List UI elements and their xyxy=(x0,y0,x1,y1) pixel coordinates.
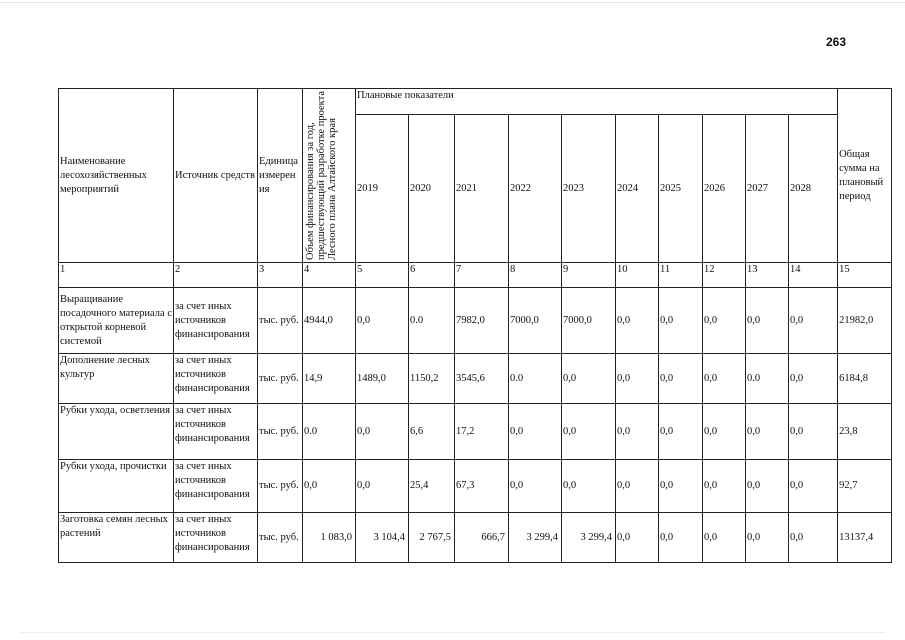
row-year-value: 3545,6 xyxy=(455,354,509,404)
row-year-value: 0,0 xyxy=(789,513,838,563)
row-source: за счет иных источников финансирования xyxy=(174,404,258,460)
row-year-value: 666,7 xyxy=(455,513,509,563)
row-volume: 14,9 xyxy=(303,354,356,404)
row-year-value: 0,0 xyxy=(746,404,789,460)
row-year-value: 0,0 xyxy=(659,288,703,354)
column-number: 15 xyxy=(838,263,892,288)
row-name: Рубки ухода, прочистки xyxy=(59,460,174,513)
column-number: 14 xyxy=(789,263,838,288)
row-year-value: 7000,0 xyxy=(509,288,562,354)
column-number: 5 xyxy=(356,263,409,288)
column-number: 4 xyxy=(303,263,356,288)
column-number: 2 xyxy=(174,263,258,288)
header-volume: Объем финансирования за год, предшествующий разработке проекта Лесного плана Алтайского края xyxy=(305,90,338,260)
row-year-value: 0,0 xyxy=(789,404,838,460)
header-year: 2019 xyxy=(356,115,409,263)
row-total: 13137,4 xyxy=(838,513,892,563)
header-year: 2021 xyxy=(455,115,509,263)
row-year-value: 67,3 xyxy=(455,460,509,513)
row-year-value: 0,0 xyxy=(509,460,562,513)
header-year: 2020 xyxy=(409,115,455,263)
header-planned: Плановые показатели xyxy=(356,89,838,115)
row-year-value: 0,0 xyxy=(562,460,616,513)
row-year-value: 0.0 xyxy=(509,354,562,404)
row-year-value: 0,0 xyxy=(562,354,616,404)
scan-artifact-bottom xyxy=(20,632,885,633)
row-unit: тыс. руб. xyxy=(258,354,303,404)
row-year-value: 0,0 xyxy=(789,288,838,354)
row-year-value: 0,0 xyxy=(659,404,703,460)
row-unit: тыс. руб. xyxy=(258,288,303,354)
row-total: 92,7 xyxy=(838,460,892,513)
column-number: 7 xyxy=(455,263,509,288)
header-volume-cell xyxy=(303,89,356,263)
row-year-value: 0,0 xyxy=(703,460,746,513)
row-year-value: 0,0 xyxy=(616,354,659,404)
row-year-value: 0,0 xyxy=(509,404,562,460)
row-volume: 0,0 xyxy=(303,460,356,513)
row-year-value: 0,0 xyxy=(746,288,789,354)
forestry-plan-table xyxy=(58,88,892,563)
row-year-value: 0,0 xyxy=(703,513,746,563)
row-year-value: 0,0 xyxy=(356,460,409,513)
column-number: 8 xyxy=(509,263,562,288)
header-year: 2027 xyxy=(746,115,789,263)
row-year-value: 17,2 xyxy=(455,404,509,460)
column-number: 3 xyxy=(258,263,303,288)
header-row-1 xyxy=(59,89,892,115)
row-year-value: 0,0 xyxy=(746,513,789,563)
row-total: 6184,8 xyxy=(838,354,892,404)
row-year-value: 0,0 xyxy=(746,460,789,513)
row-volume: 0.0 xyxy=(303,404,356,460)
header-year: 2026 xyxy=(703,115,746,263)
table-row xyxy=(59,513,892,563)
row-year-value: 1489,0 xyxy=(356,354,409,404)
row-year-value: 0.0 xyxy=(746,354,789,404)
column-number: 10 xyxy=(616,263,659,288)
row-unit: тыс. руб. xyxy=(258,513,303,563)
column-number: 13 xyxy=(746,263,789,288)
row-volume: 1 083,0 xyxy=(303,513,356,563)
column-number: 1 xyxy=(59,263,174,288)
header-total: Общая сумма на плановый период xyxy=(838,89,892,263)
row-year-value: 3 299,4 xyxy=(509,513,562,563)
row-year-value: 2 767,5 xyxy=(409,513,455,563)
row-year-value: 3 299,4 xyxy=(562,513,616,563)
header-year: 2023 xyxy=(562,115,616,263)
row-source: за счет иных источников финансирования xyxy=(174,460,258,513)
page-number: 263 xyxy=(826,35,847,49)
row-unit: тыс. руб. xyxy=(258,404,303,460)
row-year-value: 0,0 xyxy=(703,404,746,460)
row-total: 23,8 xyxy=(838,404,892,460)
table-row xyxy=(59,288,892,354)
row-year-value: 0,0 xyxy=(789,354,838,404)
row-year-value: 0,0 xyxy=(616,288,659,354)
table-row xyxy=(59,354,892,404)
row-year-value: 0,0 xyxy=(703,288,746,354)
table-row xyxy=(59,404,892,460)
header-unit: Единица измерен ия xyxy=(258,89,303,263)
row-year-value: 0.0 xyxy=(409,288,455,354)
row-source: за счет иных источников финансирования xyxy=(174,354,258,404)
row-year-value: 6,6 xyxy=(409,404,455,460)
row-year-value: 0,0 xyxy=(616,460,659,513)
row-name: Дополнение лесных культур xyxy=(59,354,174,404)
header-year: 2028 xyxy=(789,115,838,263)
row-year-value: 0,0 xyxy=(356,288,409,354)
row-year-value: 25,4 xyxy=(409,460,455,513)
row-name: Рубки ухода, осветления xyxy=(59,404,174,460)
row-source: за счет иных источников финансирования xyxy=(174,513,258,563)
row-year-value: 0,0 xyxy=(659,460,703,513)
row-name: Заготовка семян лесных растений xyxy=(59,513,174,563)
row-source: за счет иных источников финансирования xyxy=(174,288,258,354)
header-year: 2022 xyxy=(509,115,562,263)
column-number: 12 xyxy=(703,263,746,288)
column-number: 11 xyxy=(659,263,703,288)
row-name: Выращивание посадочного материала с открытой корневой системой xyxy=(59,288,174,354)
row-year-value: 0,0 xyxy=(616,404,659,460)
row-year-value: 1150,2 xyxy=(409,354,455,404)
row-volume: 4944,0 xyxy=(303,288,356,354)
row-total: 21982,0 xyxy=(838,288,892,354)
row-year-value: 0,0 xyxy=(356,404,409,460)
row-year-value: 0,0 xyxy=(659,354,703,404)
header-name: Наименование лесохозяйственных мероприятий xyxy=(59,89,174,263)
row-year-value: 3 104,4 xyxy=(356,513,409,563)
header-year: 2025 xyxy=(659,115,703,263)
scan-artifact-top xyxy=(0,2,905,3)
header-source: Источник средств xyxy=(174,89,258,263)
row-year-value: 0,0 xyxy=(789,460,838,513)
row-unit: тыс. руб. xyxy=(258,460,303,513)
column-number: 9 xyxy=(562,263,616,288)
column-number-row xyxy=(59,263,892,288)
row-year-value: 0,0 xyxy=(659,513,703,563)
row-year-value: 7000,0 xyxy=(562,288,616,354)
column-number: 6 xyxy=(409,263,455,288)
row-year-value: 0,0 xyxy=(616,513,659,563)
row-year-value: 7982,0 xyxy=(455,288,509,354)
row-year-value: 0,0 xyxy=(562,404,616,460)
header-year: 2024 xyxy=(616,115,659,263)
row-year-value: 0,0 xyxy=(703,354,746,404)
table-row xyxy=(59,460,892,513)
